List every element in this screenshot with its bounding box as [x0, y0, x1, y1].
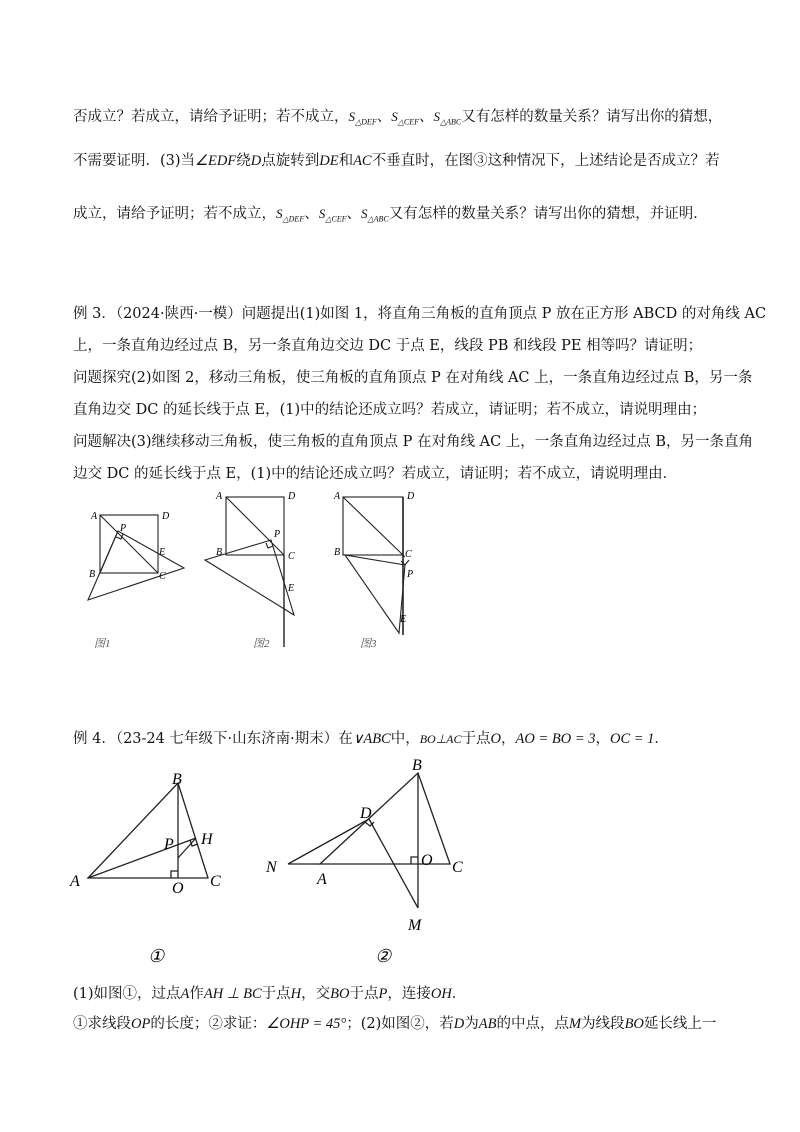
area-abc: $S_{\triangle ABC}$: [433, 109, 462, 127]
text-line-2: 不需要证明．(3)当∠EDF绕D点旋转到DE和AC不垂直时，在图③这种情况下，上述结论是否成立？若: [73, 153, 720, 169]
label-M: M: [408, 917, 422, 934]
label-N: N: [266, 859, 277, 876]
area-def: $S_{\triangle DEF}$: [348, 109, 377, 127]
area-def: $S_{\triangle DEF}$: [276, 206, 305, 224]
ex4-figure-2: [260, 752, 490, 967]
label-A: A: [216, 491, 223, 502]
ex4-figure-1: [60, 762, 250, 967]
ex3-line-4: 直角边交 DC 的延长线于点 E，(1)中的结论还成立吗？若成立，请证明；若不成立，请说明理由；: [73, 402, 707, 418]
area-cef: $S_{\triangle CEF}$: [391, 109, 419, 127]
ex4-header: 例 4．（23-24 七年级下·山东济南·期末）在∨ABC中，BO⊥AC于点O，AO = BO = 3，OC = 1．: [73, 731, 669, 747]
caption-fig3: 图3: [360, 638, 377, 650]
ex4-question-2: ①求线段OP的长度；②求证：∠OHP = 45°；(2)如图②，若D为AB的中点，点M为线段BO延长线上一: [73, 1016, 717, 1032]
area-cef: $S_{\triangle CEF}$: [318, 206, 347, 224]
area-abc: $S_{\triangle ABC}$: [360, 206, 389, 224]
label-A: A: [334, 491, 341, 502]
label-B: B: [334, 547, 341, 558]
label-B: B: [216, 547, 223, 558]
ex3-figure-3: [325, 485, 435, 655]
figure-number-1: ①: [148, 946, 165, 966]
label-H: H: [201, 831, 213, 848]
label-A: A: [70, 873, 80, 890]
ex3-line-3: 问题探究(2)如图 2，移动三角板，使三角板的直角顶点 P 在对角线 AC 上，一条直角边经过点 B，另一条: [73, 370, 753, 386]
label-P: P: [407, 569, 414, 580]
ex3-line-5: 问题解决(3)继续移动三角板，使三角板的直角顶点 P 在对角线 AC 上，一条直角边经过点 B，另一条直角: [73, 434, 754, 450]
ex3-figure-1: [80, 495, 200, 655]
text-line-3: 成立，请给予证明；若不成立，$S_{\triangle DEF}$、$S_{\triangle CEF}$、$S_{\triangle ABC}$又有怎样的数量关系？请写出你的猜想，并证明．: [73, 206, 708, 224]
label-E: E: [288, 583, 295, 594]
label-O: O: [172, 880, 184, 897]
label-C: C: [452, 859, 463, 876]
label-D: D: [162, 511, 170, 522]
caption-fig2: 图2: [253, 638, 270, 650]
label-D: D: [288, 491, 296, 502]
label-A: A: [91, 511, 98, 522]
ex3-line-1: 例 3．（2024·陕西·一模）问题提出(1)如图 1，将直角三角板的直角顶点 P 放在正方形 ABCD 的对角线 AC: [73, 306, 767, 322]
label-E: E: [159, 547, 166, 558]
ex3-line-6: 边交 DC 的延长线于点 E，(1)中的结论还成立吗？若成立，请证明；若不成立，请说明理由．: [73, 466, 678, 482]
label-D: D: [407, 491, 415, 502]
label-E: E: [400, 614, 407, 625]
label-C: C: [288, 551, 295, 562]
label-C: C: [210, 873, 221, 890]
ex4-question-1: (1)如图①，过点A作AH ⊥ BC于点H，交BO于点P，连接OH．: [73, 986, 467, 1002]
label-B: B: [172, 771, 182, 788]
label-A: A: [317, 871, 327, 888]
label-P: P: [274, 529, 281, 540]
label-B: B: [89, 569, 96, 580]
label-O: O: [421, 852, 433, 869]
figure-number-2: ②: [375, 946, 392, 966]
text-line-1: 否成立？若成立，请给予证明；若不成立，$S_{\triangle DEF}$、$S_{\triangle CEF}$、$S_{\triangle ABC}$又有怎样的数量关系？请写出你的猜想，: [73, 109, 723, 127]
label-B: B: [412, 757, 422, 774]
label-C: C: [159, 571, 166, 582]
ex3-figure-2: [198, 485, 308, 655]
caption-fig1: 图1: [94, 638, 111, 650]
label-P: P: [120, 523, 127, 534]
label-D: D: [360, 805, 372, 822]
label-P: P: [164, 836, 174, 853]
ex3-line-2: 上，一条直角边经过点 B，另一条直角边交边 DC 于点 E，线段 PB 和线段 PE 相等吗？请证明；: [73, 338, 703, 354]
label-C: C: [405, 549, 412, 560]
